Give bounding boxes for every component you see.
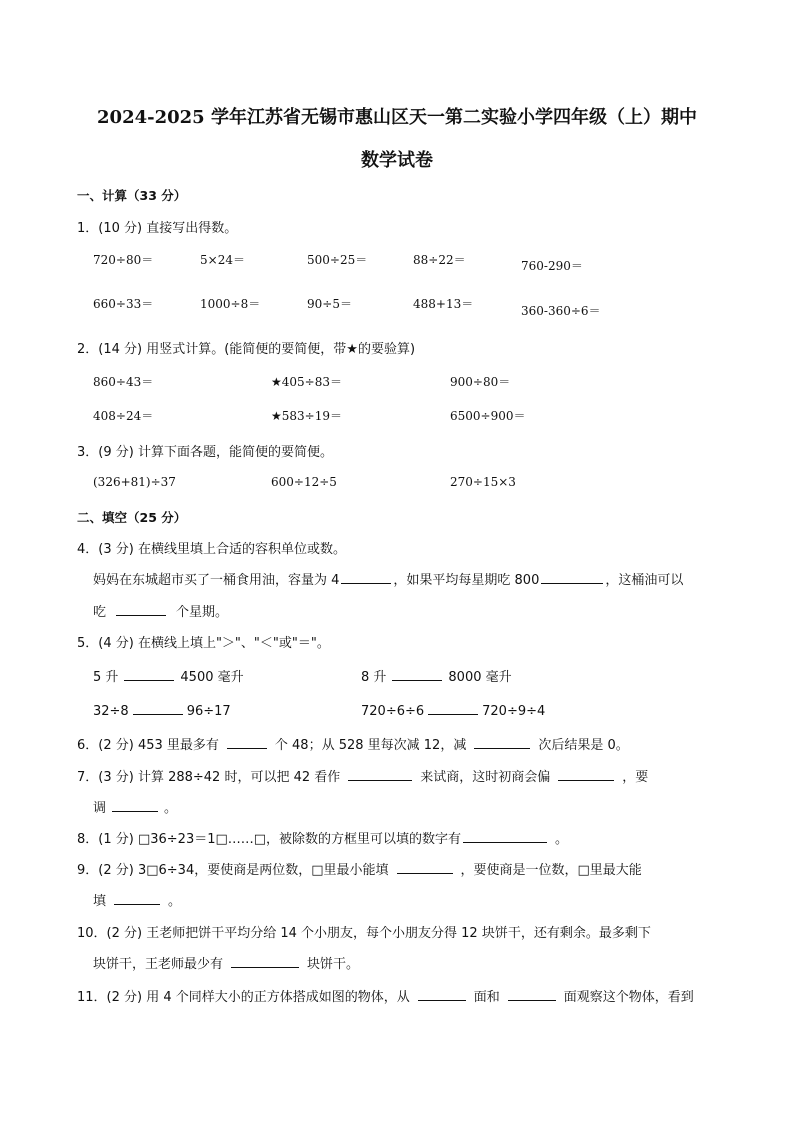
question-10-line2 [93, 953, 359, 972]
text: 6．(2 分) 453 里最多有 [77, 738, 219, 753]
text: ，这桶油可以 [605, 573, 684, 588]
q3-item: (326+81)÷37 [93, 475, 176, 489]
q5-compare-a [93, 666, 244, 685]
text: 9．(2 分) 3□6÷34，要使商是两位数，□里最小能填 [77, 863, 389, 878]
text: 。 [168, 894, 182, 909]
answer-blank[interactable] [231, 954, 299, 968]
text: 7．(3 分) 计算 288÷42 时，可以把 42 看作 [77, 770, 341, 785]
text: 720÷9÷4 [482, 704, 546, 719]
text: 次后结果是 0。 [538, 738, 629, 753]
text: 4500 毫升 [180, 670, 244, 685]
q5-compare-b [361, 666, 512, 685]
q2-item: 900÷80＝ [450, 375, 511, 389]
q1-item: 660÷33＝ [93, 297, 154, 311]
answer-blank[interactable] [397, 860, 453, 874]
q1-item: 500÷25＝ [307, 253, 368, 267]
answer-blank[interactable] [558, 767, 614, 781]
question-9-line1 [77, 859, 642, 878]
question-9-line2 [93, 890, 181, 909]
q1-item: 1000÷8＝ [200, 297, 261, 311]
text: 吃 [93, 605, 107, 620]
answer-blank[interactable] [348, 767, 412, 781]
question-4-stem: 4．(3 分) 在横线里填上合适的容积单位或数。 [77, 542, 346, 557]
answer-blank[interactable] [474, 735, 530, 749]
answer-blank[interactable] [227, 735, 267, 749]
text: 11．(2 分) 用 4 个同样大小的正方体搭成如图的物体，从 [77, 990, 410, 1005]
q1-item: 488+13＝ [413, 297, 474, 311]
q1-item: 760-290＝ [521, 259, 583, 273]
text: 5 升 [93, 670, 119, 685]
question-6 [77, 734, 629, 753]
text: 32÷8 [93, 704, 129, 719]
text: 面和 [473, 990, 500, 1005]
text: 填 [93, 894, 107, 909]
answer-blank[interactable] [116, 602, 166, 616]
text: 720÷6÷6 [361, 704, 425, 719]
q1-item: 88÷22＝ [413, 253, 466, 267]
answer-blank[interactable] [341, 570, 391, 584]
text: 调 [93, 801, 107, 816]
question-11 [77, 986, 694, 1005]
answer-blank[interactable] [392, 667, 442, 681]
exam-title-line2: 数学试卷 [361, 150, 433, 171]
text: 8 升 [361, 670, 387, 685]
q5-compare-d [361, 701, 545, 719]
answer-blank[interactable] [541, 570, 603, 584]
question-5-stem: 5．(4 分) 在横线上填上"＞"、"＜"或"＝"。 [77, 636, 330, 651]
text: 来试商，这时初商会偏 [420, 770, 551, 785]
q1-item: 720÷80＝ [93, 253, 154, 267]
text: ，要 [622, 770, 649, 785]
q3-item: 600÷12÷5 [271, 475, 337, 489]
q2-item: ★405÷83＝ [271, 375, 342, 389]
text: 。 [555, 832, 569, 847]
section-heading-calculation: 一、计算（33 分） [77, 188, 187, 203]
answer-blank[interactable] [418, 987, 466, 1001]
question-7-line2 [93, 797, 177, 816]
answer-blank[interactable] [112, 798, 158, 812]
answer-blank[interactable] [114, 891, 160, 905]
text: 面观察这个物体，看到 [563, 990, 694, 1005]
question-2-stem: 2．(14 分) 用竖式计算。(能简便的要简便，带★的要验算) [77, 342, 416, 357]
text: 96÷17 [186, 704, 231, 719]
text: 个星期。 [176, 605, 229, 620]
question-7-line1 [77, 766, 648, 785]
answer-blank[interactable] [133, 701, 183, 715]
question-4-line1 [93, 569, 683, 588]
q2-item: ★583÷19＝ [271, 409, 342, 423]
text: 妈妈在东城超市买了一桶食用油，容量为 4 [93, 573, 340, 588]
q2-item: 6500÷900＝ [450, 409, 526, 423]
q2-item: 860÷43＝ [93, 375, 154, 389]
text: 。 [164, 801, 178, 816]
text: ，如果平均每星期吃 800 [393, 573, 540, 588]
answer-blank[interactable] [428, 701, 478, 715]
q3-item: 270÷15×3 [450, 475, 516, 489]
q1-item: 5×24＝ [200, 253, 245, 267]
answer-blank[interactable] [463, 829, 547, 843]
exam-title-line1: 2024-2025 学年江苏省无锡市惠山区天一第二实验小学四年级（上）期中 [97, 107, 697, 128]
text: 8．(1 分) □36÷23＝1□……□，被除数的方框里可以填的数字有 [77, 832, 462, 847]
text: 8000 毫升 [448, 670, 512, 685]
question-10-line1: 10．(2 分) 王老师把饼干平均分给 14 个小朋友，每个小朋友分得 12 块饼干，还有剩余。最多剩下 [77, 926, 651, 941]
question-8 [77, 828, 568, 847]
text: ，要使商是一位数，□里最大能 [460, 863, 642, 878]
answer-blank[interactable] [124, 667, 174, 681]
q2-item: 408÷24＝ [93, 409, 154, 423]
question-4-line2 [93, 601, 228, 620]
question-1-stem: 1．(10 分) 直接写出得数。 [77, 221, 238, 236]
text: 块饼干。 [307, 957, 360, 972]
q5-compare-c [93, 701, 231, 719]
q1-item: 360-360÷6＝ [521, 304, 601, 318]
text: 块饼干，王老师最少有 [93, 957, 224, 972]
answer-blank[interactable] [508, 987, 556, 1001]
question-3-stem: 3．(9 分) 计算下面各题，能简便的要简便。 [77, 445, 333, 460]
text: 个 48；从 528 里每次减 12，减 [274, 738, 467, 753]
q1-item: 90÷5＝ [307, 297, 352, 311]
section-heading-fill-in: 二、填空（25 分） [77, 510, 187, 525]
